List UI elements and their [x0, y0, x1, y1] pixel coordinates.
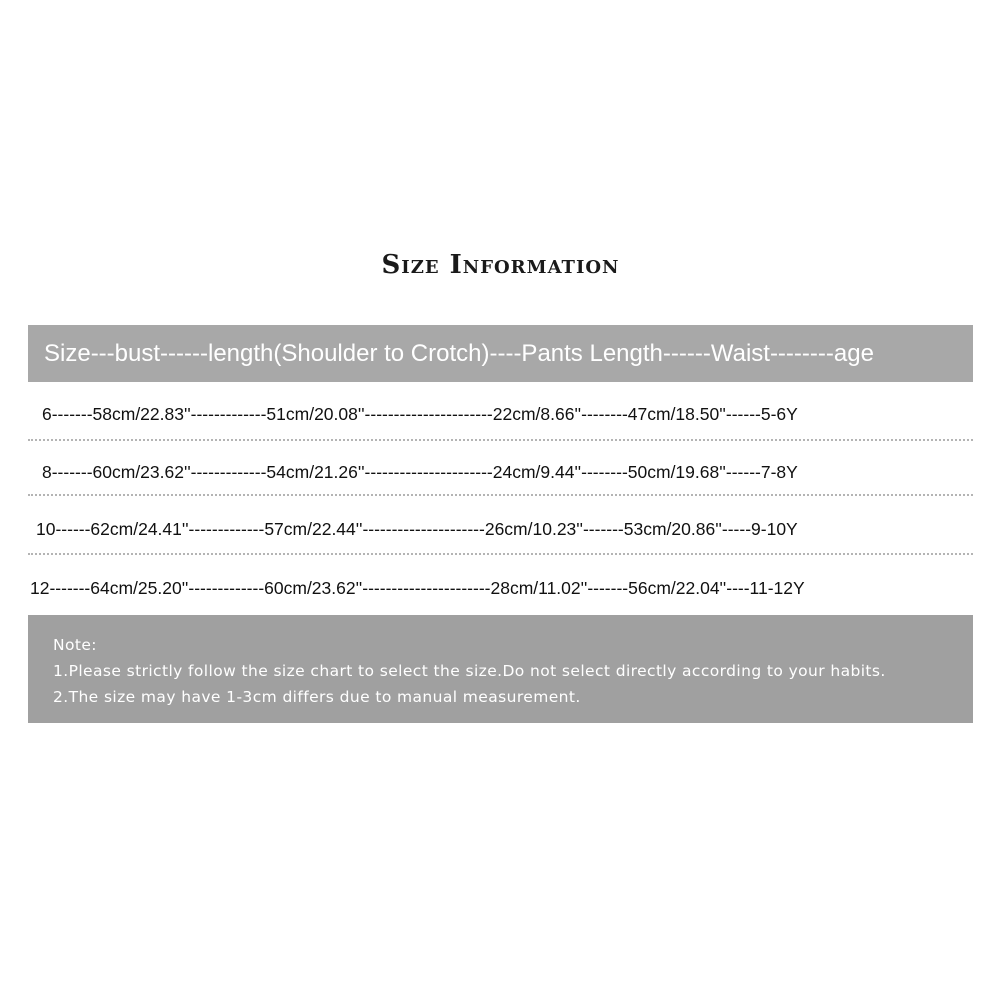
row-divider [28, 494, 973, 496]
row-divider [28, 439, 973, 441]
row-divider [28, 553, 973, 555]
size-row-12: 12-------64cm/25.20''-------------60cm/23.62''----------------------28cm/11.02''-------56cm/22.04''----11-12Y [30, 578, 805, 598]
note-line-1: 1.Please strictly follow the size chart to select the size.Do not select directly according to your habits. [53, 662, 886, 680]
note-box [28, 615, 973, 723]
size-table-header: Size---bust------length(Shoulder to Crotch)----Pants Length------Waist--------age [28, 325, 973, 382]
page-title: Size Information [381, 250, 620, 280]
note-line-2: 2.The size may have 1-3cm differs due to manual measurement. [53, 688, 581, 706]
size-row-10: 10------62cm/24.41''-------------57cm/22.44''---------------------26cm/10.23''-------53cm/20.86''-----9-10Y [36, 519, 798, 539]
note-heading: Note: [53, 636, 97, 654]
size-row-6: 6-------58cm/22.83''-------------51cm/20.08''----------------------22cm/8.66''--------47cm/18.50''------5-6Y [42, 404, 798, 424]
size-row-8: 8-------60cm/23.62''-------------54cm/21.26''----------------------24cm/9.44''--------50cm/19.68''------7-8Y [42, 462, 798, 482]
